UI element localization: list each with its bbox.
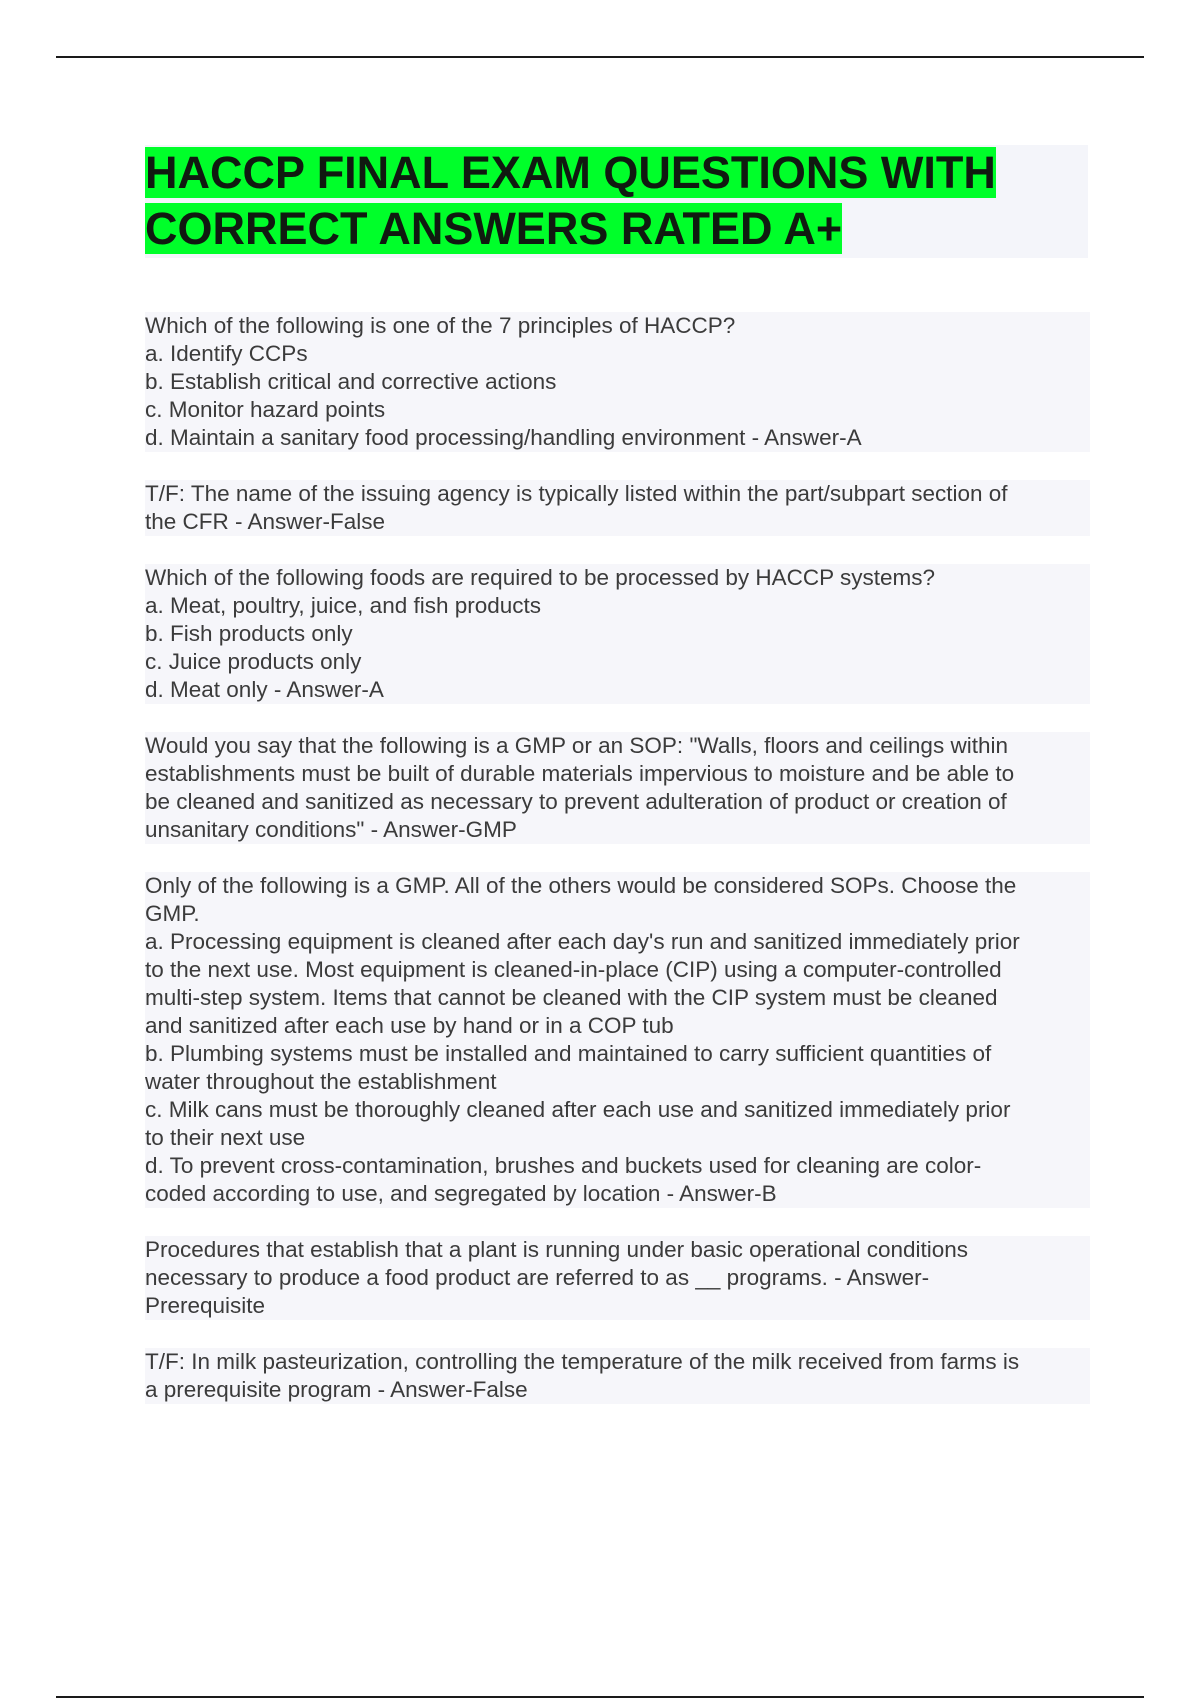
question-line: c. Monitor hazard points	[145, 396, 1090, 424]
question-line: Procedures that establish that a plant is running under basic operational conditions	[145, 1236, 1090, 1264]
question-line: T/F: In milk pasteurization, controlling the temperature of the milk received from farms is	[145, 1348, 1090, 1376]
question-line: coded according to use, and segregated by location - Answer-B	[145, 1180, 1090, 1208]
question-line: b. Establish critical and corrective actions	[145, 368, 1090, 396]
question-line: Prerequisite	[145, 1292, 1090, 1320]
question-block	[145, 732, 1090, 844]
question-block	[145, 1236, 1090, 1320]
question-line: Only of the following is a GMP. All of the others would be considered SOPs. Choose the	[145, 872, 1090, 900]
question-line: d. Maintain a sanitary food processing/handling environment - Answer-A	[145, 424, 1090, 452]
question-line: water throughout the establishment	[145, 1068, 1090, 1096]
question-line: b. Fish products only	[145, 620, 1090, 648]
title-line-1: HACCP FINAL EXAM QUESTIONS WITH	[145, 147, 996, 198]
question-block	[145, 564, 1090, 704]
question-line: Would you say that the following is a GMP or an SOP: "Walls, floors and ceilings within	[145, 732, 1090, 760]
question-line: a. Identify CCPs	[145, 340, 1090, 368]
question-line: establishments must be built of durable materials impervious to moisture and be able to	[145, 760, 1090, 788]
question-line: d. To prevent cross-contamination, brushes and buckets used for cleaning are color-	[145, 1152, 1090, 1180]
question-line: c. Milk cans must be thoroughly cleaned after each use and sanitized immediately prior	[145, 1096, 1090, 1124]
top-rule	[56, 56, 1144, 58]
question-line: d. Meat only - Answer-A	[145, 676, 1090, 704]
question-line: and sanitized after each use by hand or in a COP tub	[145, 1012, 1090, 1040]
document-body	[145, 312, 1090, 1432]
question-line: b. Plumbing systems must be installed and maintained to carry sufficient quantities of	[145, 1040, 1090, 1068]
question-block	[145, 480, 1090, 536]
question-line: unsanitary conditions" - Answer-GMP	[145, 816, 1090, 844]
question-line: a prerequisite program - Answer-False	[145, 1376, 1090, 1404]
question-block	[145, 1348, 1090, 1404]
question-line: to the next use. Most equipment is cleaned-in-place (CIP) using a computer-controlled	[145, 956, 1090, 984]
bottom-rule	[56, 1696, 1144, 1698]
question-line: the CFR - Answer-False	[145, 508, 1090, 536]
question-block	[145, 872, 1090, 1208]
question-line: be cleaned and sanitized as necessary to prevent adulteration of product or creation of	[145, 788, 1090, 816]
title-line-2: CORRECT ANSWERS RATED A+	[145, 203, 843, 254]
question-line: a. Meat, poultry, juice, and fish products	[145, 592, 1090, 620]
question-line: multi-step system. Items that cannot be cleaned with the CIP system must be cleaned	[145, 984, 1090, 1012]
question-line: Which of the following foods are required to be processed by HACCP systems?	[145, 564, 1090, 592]
question-line: T/F: The name of the issuing agency is typically listed within the part/subpart section of	[145, 480, 1090, 508]
document-title	[145, 145, 1088, 257]
question-line: to their next use	[145, 1124, 1090, 1152]
question-line: necessary to produce a food product are referred to as __ programs. - Answer-	[145, 1264, 1090, 1292]
title-block	[145, 145, 1088, 258]
question-line: Which of the following is one of the 7 principles of HACCP?	[145, 312, 1090, 340]
question-line: c. Juice products only	[145, 648, 1090, 676]
question-block	[145, 312, 1090, 452]
question-line: GMP.	[145, 900, 1090, 928]
question-line: a. Processing equipment is cleaned after each day's run and sanitized immediately prior	[145, 928, 1090, 956]
